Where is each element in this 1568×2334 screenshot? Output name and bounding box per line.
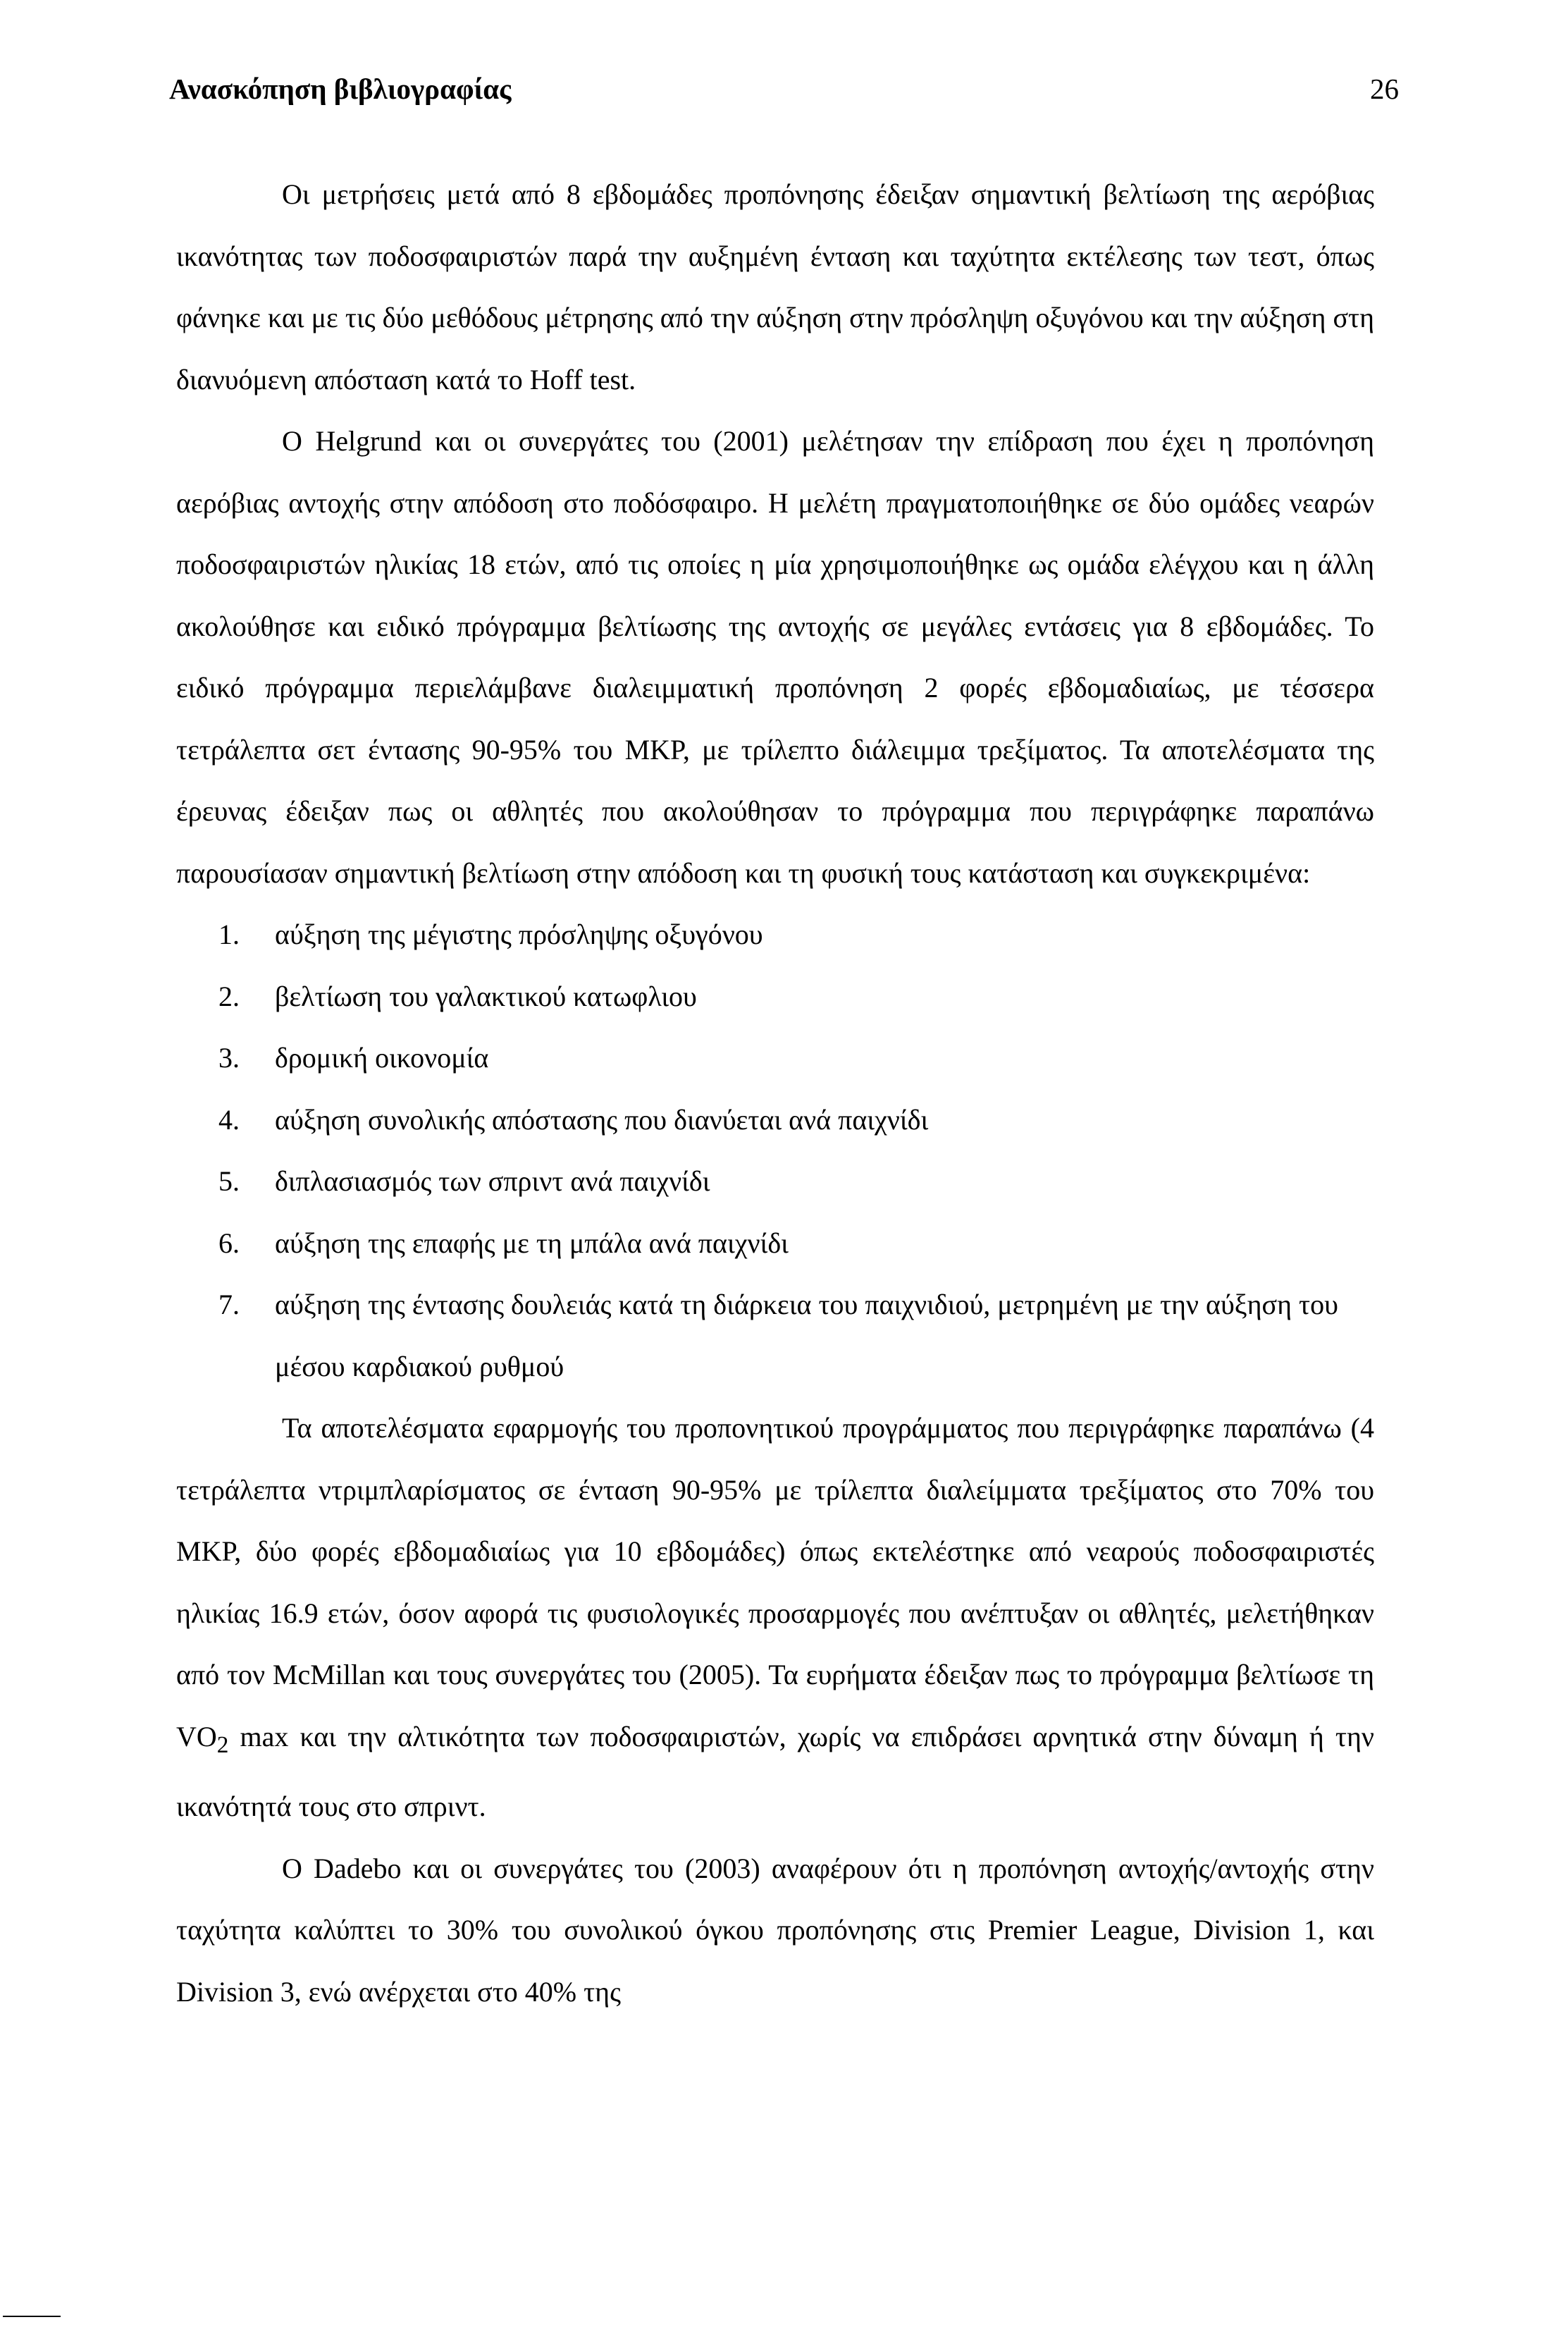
list-item-text: αύξηση της έντασης δουλειάς κατά τη διάρκεια του παιχνιδιού, μετρημένη με την αύξηση του μέσου καρδιακού ρυθμού	[275, 1289, 1338, 1382]
paragraph-2: Ο Helgrund και οι συνεργάτες του (2001) μελέτησαν την επίδραση που έχει η προπόνηση αερόβιας αντοχής στην απόδοση στο ποδόσφαιρο. Η μελέτη πραγματοποιήθηκε σε δύο ομάδες νεαρών ποδοσφαιριστών ηλικίας 18 ετών, από τις οποίες η μία χρησιμοποιήθηκε ως ομάδα ελέγχου και η άλλη ακολούθησε και ειδικό πρόγραμμα βελτίωσης της αντοχής σε μεγάλες εντάσεις για 8 εβδομάδες. Το ειδικό πρόγραμμα περιελάμβανε διαλειμματική προπόνηση 2 φορές εβδομαδιαίως, με τέσσερα τετράλεπτα σετ έντασης 90-95% του ΜΚΡ, με τρίλεπτο διάλειμμα τρεξίματος. Τα αποτελέσματα της έρευνας έδειξαν πως οι αθλητές που ακολούθησαν το πρόγραμμα που περιγράφηκε παραπάνω παρουσίασαν σημαντική βελτίωση στην απόδοση και τη φυσική τους κατάσταση και συγκεκριμένα:	[176, 425, 1374, 889]
body-text	[176, 164, 1374, 2022]
list-item-text: αύξηση της μέγιστης πρόσληψης οξυγόνου	[275, 919, 763, 950]
list-item-number: 3.	[218, 1042, 240, 1074]
list-item-text: βελτίωση του γαλακτικού κατωφλιου	[275, 980, 697, 1012]
list-item-number: 5.	[218, 1165, 240, 1197]
list-item	[176, 1212, 1374, 1275]
page-number: 26	[1370, 73, 1399, 105]
paragraph-1: Οι μετρήσεις μετά από 8 εβδομάδες προπόνησης έδειξαν σημαντική βελτίωση της αερόβιας ικανότητας των ποδοσφαιριστών παρά την αυξημένη ένταση και ταχύτητα εκτέλεσης των τεστ, όπως φάνηκε και με τις δύο μεθόδους μέτρησης από την αύξηση στην πρόσληψη οξυγόνου και την αύξηση στη διανυόμενη απόσταση κατά το Hoff test.	[176, 178, 1374, 395]
list-item-text: διπλασιασμός των σπριντ ανά παιχνίδι	[275, 1165, 710, 1197]
list-item-number: 2.	[218, 980, 240, 1012]
list-item-text: αύξηση συνολικής απόστασης που διανύεται ανά παιχνίδι	[275, 1103, 929, 1136]
footnote-separator	[3, 2316, 61, 2317]
subscript-2: 2	[216, 1731, 229, 1758]
list-item-number: 1.	[218, 919, 240, 950]
list-item	[176, 1150, 1374, 1212]
list-item-number: 7.	[218, 1289, 240, 1320]
list-item	[176, 1274, 1374, 1397]
list-item-text: δρομική οικονομία	[275, 1042, 489, 1074]
paragraph-4: Ο Dadebo και οι συνεργάτες του (2003) αναφέρουν ότι η προπόνηση αντοχής/αντοχής στην ταχύτητα καλύπτει το 30% του συνολικού όγκου προπόνησης στις Premier League, Division 1, και Division 3, ενώ ανέρχεται στο 40% της	[176, 1852, 1374, 2008]
list-item	[176, 904, 1374, 966]
list-item-number: 4.	[218, 1103, 240, 1136]
page-header	[169, 68, 1399, 110]
results-list	[176, 904, 1374, 1397]
list-item	[176, 966, 1374, 1028]
list-item	[176, 1089, 1374, 1151]
paragraph-3-text-after: max και την αλτικότητα των ποδοσφαιριστών, χωρίς να επιδράσει αρνητικά στην δύναμη ή την ικανότητά τους στο σπριντ.	[176, 1720, 1374, 1822]
running-header-title: Ανασκόπηση βιβλιογραφίας	[169, 73, 512, 105]
paragraph-3	[176, 1397, 1374, 1838]
list-item	[176, 1027, 1374, 1089]
list-item-number: 6.	[218, 1227, 240, 1259]
paragraph-3-text-before: Τα αποτελέσματα εφαρμογής του προπονητικού προγράμματος που περιγράφηκε παραπάνω (4 τετράλεπτα ντριμπλαρίσματος σε ένταση 90-95% με τρίλεπτα διαλείμματα τρεξίματος στο 70% του ΜΚΡ, δύο φορές εβδομαδιαίως για 10 εβδομάδες) όπως εκτελέστηκε από νεαρούς ποδοσφαιριστές ηλικίας 16.9 ετών, όσον αφορά τις φυσιολογικές προσαρμογές που ανέπτυξαν οι αθλητές, μελετήθηκαν από τον McMillan και τους συνεργάτες του (2005). Τα ευρήματα έδειξαν πως το πρόγραμμα βελτίωσε τη VO	[176, 1412, 1374, 1752]
list-item-text: αύξηση της επαφής με τη μπάλα ανά παιχνίδι	[275, 1227, 789, 1259]
